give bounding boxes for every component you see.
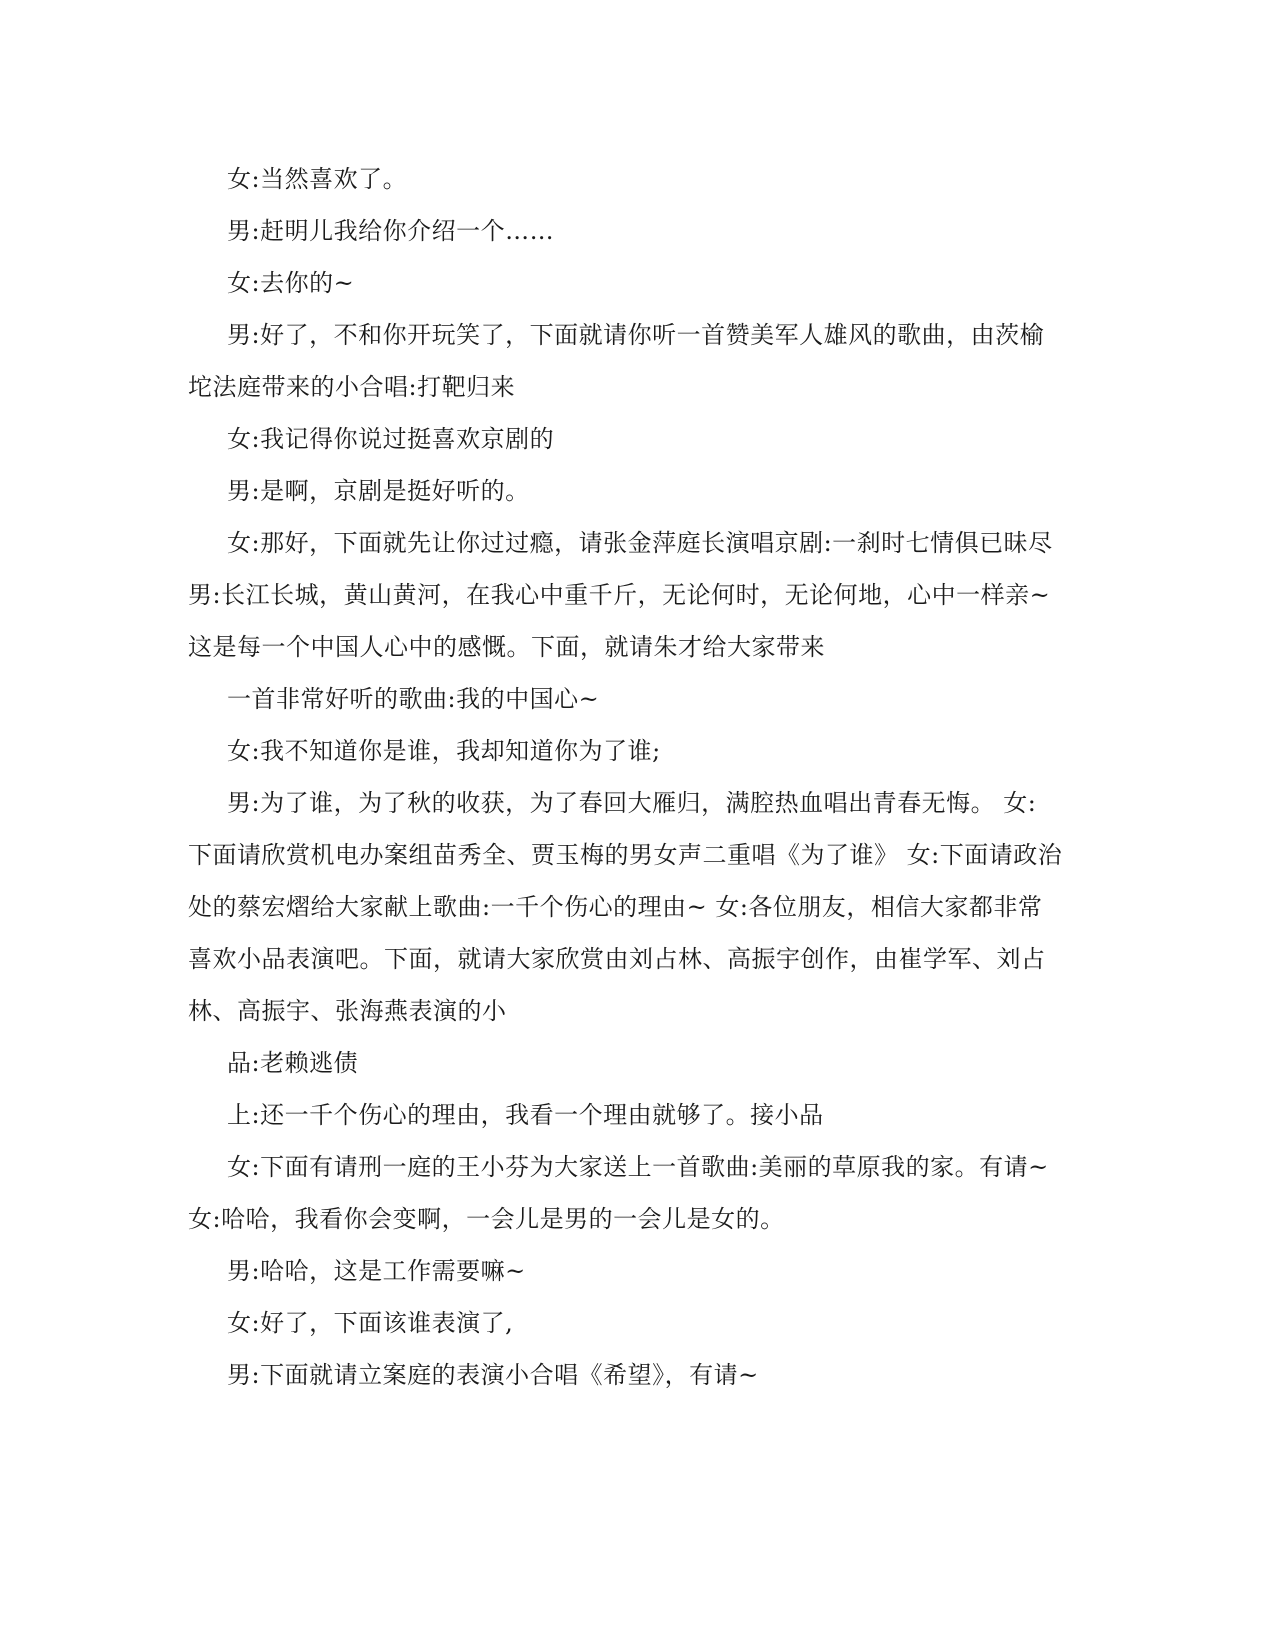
text-line: 林、高振宇、张海燕表演的小 [188,997,507,1025]
text-line: 男:哈哈，这是工作需要嘛~ [227,1257,526,1285]
text-line: 喜欢小品表演吧。下面，就请大家欣赏由刘占林、高振宇创作，由崔学军、刘占 [188,945,1046,973]
text-line: 女:去你的~ [227,269,355,297]
text-line: 坨法庭带来的小合唱:打靶归来 [188,373,516,401]
text-line: 女:好了，下面该谁表演了, [227,1309,514,1337]
text-line: 品:老赖逃债 [227,1049,359,1077]
text-line: 女:那好，下面就先让你过过瘾，请张金萍庭长演唱京剧:一刹时七情俱已昧尽 [227,529,1053,557]
text-line: 男:是啊，京剧是挺好听的。 [227,477,530,505]
text-line: 上:还一千个伤心的理由，我看一个理由就够了。接小品 [227,1101,824,1129]
text-line: 男:下面就请立案庭的表演小合唱《希望》，有请~ [227,1361,759,1389]
text-line: 男:赶明儿我给你介绍一个…… [227,217,555,245]
text-line: 男:长江长城，黄山黄河，在我心中重千斤，无论何时，无论何地，心中一样亲~ [188,581,1051,609]
text-line: 男:为了谁，为了秋的收获，为了春回大雁归，满腔热血唱出青春无悔。 女: [227,789,1037,817]
text-line: 女:我不知道你是谁，我却知道你为了谁; [227,737,661,765]
text-line: 女:下面有请刑一庭的王小芬为大家送上一首歌曲:美丽的草原我的家。有请~ [227,1153,1049,1181]
text-line: 一首非常好听的歌曲:我的中国心~ [227,685,600,713]
text-line: 处的蔡宏熠给大家献上歌曲:一千个伤心的理由~ 女:各位朋友，相信大家都非常 [188,893,1043,921]
text-line: 男:好了，不和你开玩笑了，下面就请你听一首赞美军人雄风的歌曲，由茨榆 [227,321,1045,349]
text-line: 下面请欣赏机电办案组苗秀全、贾玉梅的男女声二重唱《为了谁》 女:下面请政治 [188,841,1063,869]
text-line: 这是每一个中国人心中的感慨。下面，就请朱才给大家带来 [188,633,825,661]
text-line: 女:当然喜欢了。 [227,165,408,193]
text-line: 女:哈哈，我看你会变啊，一会儿是男的一会儿是女的。 [188,1205,785,1233]
text-line: 女:我记得你说过挺喜欢京剧的 [227,425,555,453]
